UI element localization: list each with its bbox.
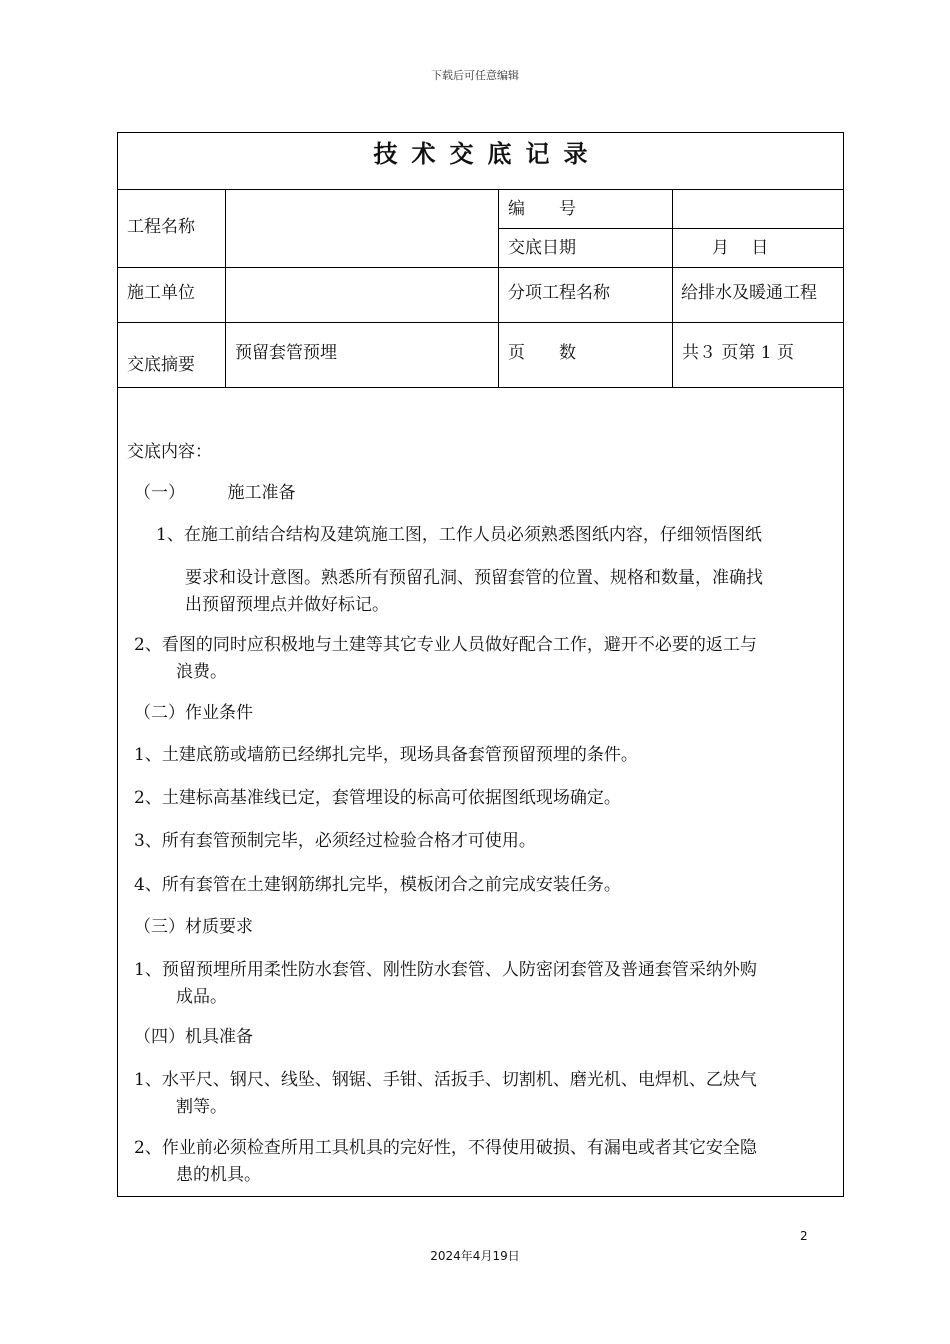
rule-col3 xyxy=(672,189,673,387)
rule-row3-bottom xyxy=(117,387,844,388)
content-line: 2、作业前必须检查所用工具机具的完好性，不得使用破损、有漏电或者其它安全隐 xyxy=(134,1138,757,1158)
rule-col1 xyxy=(225,189,226,387)
content-line: 1、在施工前结合结构及建筑施工图，工作人员必须熟悉图纸内容，仔细领悟图纸 xyxy=(156,525,762,545)
construction-unit-label: 施工单位 xyxy=(127,283,195,303)
summary-label: 交底摘要 xyxy=(127,355,195,375)
project-name-label: 工程名称 xyxy=(127,217,195,237)
header-note: 下载后可任意编辑 xyxy=(431,69,519,82)
content-line: （四）机具准备 xyxy=(134,1027,253,1047)
content-line: 1、预留预埋所用柔性防水套管、刚性防水套管、人防密闭套管及普通套管采纳外购 xyxy=(134,960,757,980)
pages-label: 页 数 xyxy=(508,343,576,363)
date-value: 月 日 xyxy=(712,238,769,258)
content-line: 4、所有套管在土建钢筋绑扎完毕，模板闭合之前完成安装任务。 xyxy=(134,875,621,895)
content-line: 浪费。 xyxy=(176,662,227,682)
rule-row1-bottom xyxy=(117,267,844,268)
number-label: 编 号 xyxy=(508,199,576,219)
content-line: 2、看图的同时应积极地与土建等其它专业人员做好配合工作，避开不必要的返工与 xyxy=(134,635,757,655)
rule-row2-bottom xyxy=(117,322,844,323)
content-line: 3、所有套管预制完毕，必须经过检验合格才可使用。 xyxy=(134,831,536,851)
content-line: （三）材质要求 xyxy=(134,917,253,937)
sub-project-value: 给排水及暖通工程 xyxy=(681,283,817,303)
content-line: 成品。 xyxy=(176,987,227,1007)
date-label: 交底日期 xyxy=(508,238,576,258)
content-line: 割等。 xyxy=(176,1097,227,1117)
rule-col2 xyxy=(498,189,499,387)
footer-date: 2024年4月19日 xyxy=(430,1249,520,1263)
pages-value: 共３ 页第 1 页 xyxy=(682,343,795,363)
sub-project-label: 分项工程名称 xyxy=(508,283,610,303)
page-number: 2 xyxy=(800,1229,808,1243)
content-line: 出预留预埋点并做好标记。 xyxy=(185,595,389,615)
summary-value: 预留套管预埋 xyxy=(235,343,337,363)
content-line: 患的机具。 xyxy=(176,1165,261,1185)
content-line: 1、水平尺、钢尺、线坠、钢锯、手钳、活扳手、切割机、磨光机、电焊机、乙炔气 xyxy=(134,1070,757,1090)
content-heading: 交底内容： xyxy=(127,442,212,462)
rule-number-date xyxy=(498,228,844,229)
content-line: （一） 施工准备 xyxy=(134,483,296,503)
content-line: 1、土建底筋或墙筋已经绑扎完毕，现场具备套管预留预埋的条件。 xyxy=(134,745,638,765)
content-line: （二）作业条件 xyxy=(134,703,253,723)
content-line: 要求和设计意图。熟悉所有预留孔洞、预留套管的位置、规格和数量，准确找 xyxy=(185,568,763,588)
form-title: 技术交底记录 xyxy=(373,139,602,168)
content-line: 2、土建标高基准线已定，套管埋设的标高可依据图纸现场确定。 xyxy=(134,788,621,808)
rule-title-bottom xyxy=(117,189,844,190)
